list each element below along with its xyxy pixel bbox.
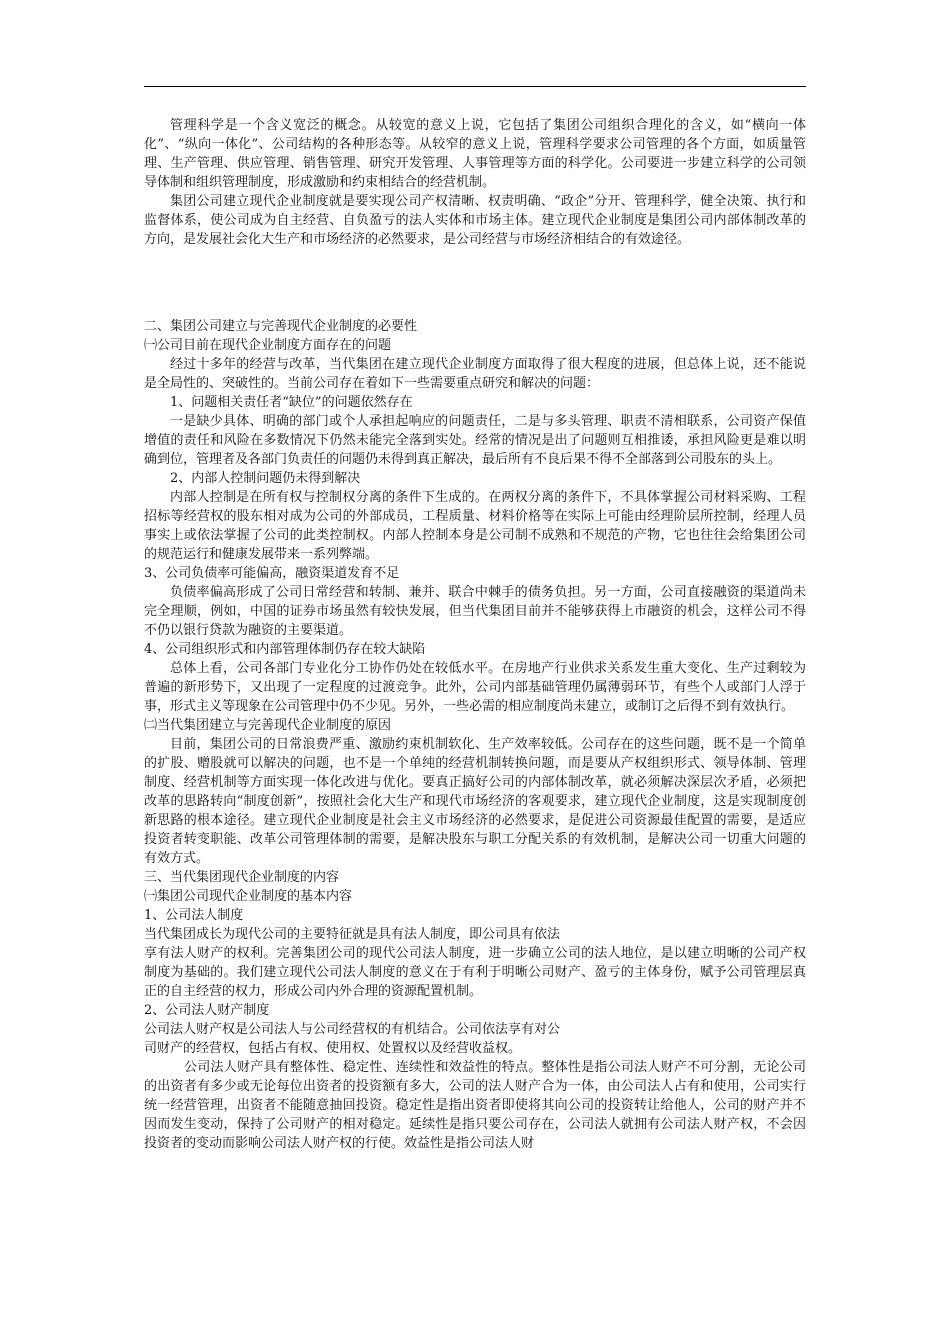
item-heading-3: 3、公司负债率可能偏高，融资渠道发育不足 [144, 566, 400, 581]
item-heading-legal-person: 1、公司法人制度 [144, 908, 244, 923]
blank-space [144, 249, 806, 317]
paragraph-property-features: 公司法人财产具有整体性、稳定性、连续性和效益性的特点。整体性是指公司法人财产不可分割，无论公司的出资者有多少或无论每位出资者的投资额有多大，公司的法人财产合为一体，由公司法人占有和使用，公司实行统一经营管理，出资者不能随意抽回投资。稳定性是指出资者即使将其向公司的投资转让给他人，公司的财产并不因而发生变动，保持了公司财产的相对稳定。延续性是指只要公司存在，公司法人就拥有公司法人财产权，不会因投资者的变动而影响公司法人财产权的行使。效益性是指公司法人财 [144, 1060, 806, 1151]
paragraph-management-science: 管理科学是一个含义宽泛的概念。从较宽的意义上说，它包括了集团公司组织合理化的含义，如“横向一体化”、“纵向一体化”、公司结构的各种形态等。从较窄的意义上说，管理科学要求公司管理的各个方面，如质量管理、生产管理、供应管理、销售管理、研究开发管理、人事管理等方面的科学化。公司要进一步建立科学的公司领导体制和组织管理制度，形成激励和约束相结合的经营机制。 [144, 118, 806, 190]
paragraph-legal-person: 享有法人财产的权利。完善集团公司的现代公司法人制度，进一步确立公司的法人地位，是以建立明晰的公司产权制度为基础的。我们建立现代公司法人制度的意义在于有利于明晰公司财产、盈亏的主体身份，赋予公司管理层真正的自主经营的权力，形成公司内外合理的资源配置机制。 [144, 946, 806, 999]
paragraph-item-2: 内部人控制是在所有权与控制权分离的条件下生成的。在两权分离的条件下，不具体掌握公司材料采购、工程招标等经营权的股东相对成为公司的外部成员，工程质量、材料价格等在实际上可能由经理阶层所控制，经理人员事实上或依法掌握了公司的此类控制权。内部人控制本身是公司制不成熟和不规范的产物，它也往往会给集团公司的规范运行和健康发展带来一系列弊端。 [144, 490, 806, 562]
item-heading-1: 1、问题相关责任者“缺位”的问题依然存在 [170, 395, 413, 410]
subsection-2-1-heading: ㈠公司目前在现代企业制度方面存在的问题 [144, 338, 392, 353]
document-body [144, 116, 806, 1153]
paragraph-modern-enterprise: 集团公司建立现代企业制度就是要实现公司产权清晰、权责明确、“政企”分开、管理科学，健全决策、执行和监督体系，使公司成为自主经营、自负盈亏的法人实体和市场主体。建立现代企业制度是集团公司内部体制改革的方向，是发展社会化大生产和市场经济的必然要求，是公司经营与市场经济相结合的有效途径。 [144, 194, 806, 247]
item-heading-property: 2、公司法人财产制度 [144, 1003, 270, 1018]
paragraph-intro: 经过十多年的经营与改革，当代集团在建立现代企业制度方面取得了很大程度的进展，但总体上说，还不能说是全局性的、突破性的。当前公司存在着如下一些需要重点研究和解决的问题： [144, 357, 806, 391]
subsection-3-1-heading: ㈠集团公司现代企业制度的基本内容 [144, 889, 353, 904]
paragraph-property-rights: 司财产的经营权，包括占有权、使用权、处置权以及经营收益权。 [144, 1041, 522, 1056]
section-3-heading: 三、当代集团现代企业制度的内容 [144, 870, 340, 885]
paragraph-item-1: 一是缺少具体、明确的部门或个人承担起响应的问题责任，二是与多头管理、职责不清相联系，公司资产保值增值的责任和风险在多数情况下仍然未能完全落到实处。经常的情况是出了问题则互相推诿，承担风险更是难以明确到位，管理者及各部门负责任的问题仍未得到真正解决，最后所有不良后果不得不全部落到公司股东的头上。 [144, 414, 806, 467]
subsection-2-2-heading: ㈡当代集团建立与完善现代企业制度的原因 [144, 718, 392, 733]
paragraph-property-line: 公司法人财产权是公司法人与公司经营权的有机结合。公司依法享有对公 [144, 1022, 561, 1037]
paragraph-item-3: 负债率偏高形成了公司日常经营和转制、兼并、联合中棘手的债务负担。另一方面，公司直接融资的渠道尚未完全理顺，例如，中国的证券市场虽然有较快发展，但当代集团目前并不能够获得上市融资的机会，这样公司不得不仍以银行贷款为融资的主要渠道。 [144, 585, 806, 638]
paragraph-legal-person-line: 当代集团成长为现代公司的主要特征就是具有法人制度，即公司具有依法 [144, 927, 561, 942]
section-2-heading: 二、集团公司建立与完善现代企业制度的必要性 [144, 319, 418, 334]
item-heading-4: 4、公司组织形式和内部管理体制仍存在较大缺陷 [144, 642, 426, 657]
paragraph-reasons: 目前，集团公司的日常浪费严重、激励约束机制软化、生产效率较低。公司存在的这些问题，既不是一个简单的扩股、赠股就可以解决的问题，也不是一个单纯的经营机制转换问题，而是要从产权组织形式、领导体制、管理制度、经营机制等方面实现一体化改进与优化。要真正搞好公司的内部体制改革，就必须解决深层次矛盾，必须把改革的思路转向“制度创新”，按照社会化大生产和现代市场经济的客观要求，建立现代企业制度，这是实现制度创新思路的根本途径。建立现代企业制度是社会主义市场经济的必然要求，是促进公司资源最佳配置的需要，是适应投资者转变职能、改革公司管理体制的需要，是解决股东与职工分配关系的有效机制，是解决公司一切重大问题的有效方式。 [144, 737, 806, 866]
paragraph-item-4: 总体上看，公司各部门专业化分工协作仍处在较低水平。在房地产行业供求关系发生重大变化、生产过剩较为普遍的新形势下，又出现了一定程度的过渡竞争。此外，公司内部基础管理仍属薄弱环节，有些个人或部门人浮于事，形式主义等现象在公司管理中仍不少见。另外，一些必需的相应制度尚未建立，或制订之后得不到有效执行。 [144, 661, 806, 714]
item-heading-2: 2、内部人控制问题仍未得到解决 [170, 471, 361, 486]
header-rule [144, 86, 806, 87]
